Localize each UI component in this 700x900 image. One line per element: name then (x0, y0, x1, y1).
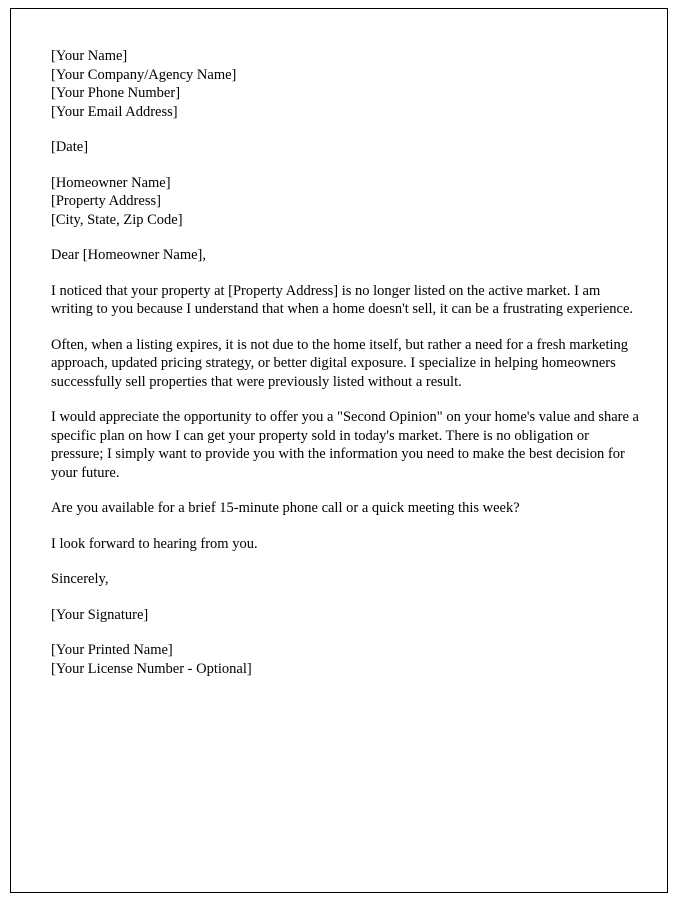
paragraph-intro: I noticed that your property at [Property Address] is no longer listed on the active market. I am writing to you because I understand that when a home doesn't sell, it can be a frustrating experience. (51, 282, 634, 317)
paragraph-second-opinion: I would appreciate the opportunity to offer you a "Second Opinion" on your home's value and share a specific plan on how I can get your property sold in today's market. There is no obligation or pressure; I simply want to provide you with the information you need to make the best decision for your future. (51, 409, 639, 481)
closing: Sincerely, (51, 571, 109, 587)
recipient-address: [Property Address] (51, 193, 161, 209)
sender-name: [Your Name] (51, 48, 128, 64)
sender-phone: [Your Phone Number] (51, 85, 181, 101)
recipient-name: [Homeowner Name] (51, 174, 171, 191)
printed-name: [Your Printed Name] (51, 642, 173, 658)
paragraph-call-to-action: Are you available for a brief 15-minute phone call or a quick meeting this week? (51, 500, 520, 516)
license-number: [Your License Number - Optional] (51, 660, 252, 677)
sender-email: [Your Email Address] (51, 103, 178, 120)
signature-placeholder: [Your Signature] (51, 606, 149, 623)
date-block (51, 138, 641, 157)
recipient-city-state-zip: [City, State, Zip Code] (51, 211, 183, 228)
date-line: [Date] (51, 139, 89, 155)
paragraph-expired-reason: Often, when a listing expires, it is not due to the home itself, but rather a need for a fresh marketing approach, updated pricing strategy, or better digital exposure. I specialize in helping homeowners successfully sell properties that were previously listed without a result. (51, 336, 629, 390)
paragraph-look-forward: I look forward to hearing from you. (51, 535, 258, 552)
letter-border (10, 8, 668, 893)
salutation: Dear [Homeowner Name], (51, 247, 206, 263)
sender-block (51, 47, 641, 121)
signature-block (51, 641, 641, 678)
recipient-block (51, 174, 641, 230)
sender-company: [Your Company/Agency Name] (51, 66, 237, 83)
